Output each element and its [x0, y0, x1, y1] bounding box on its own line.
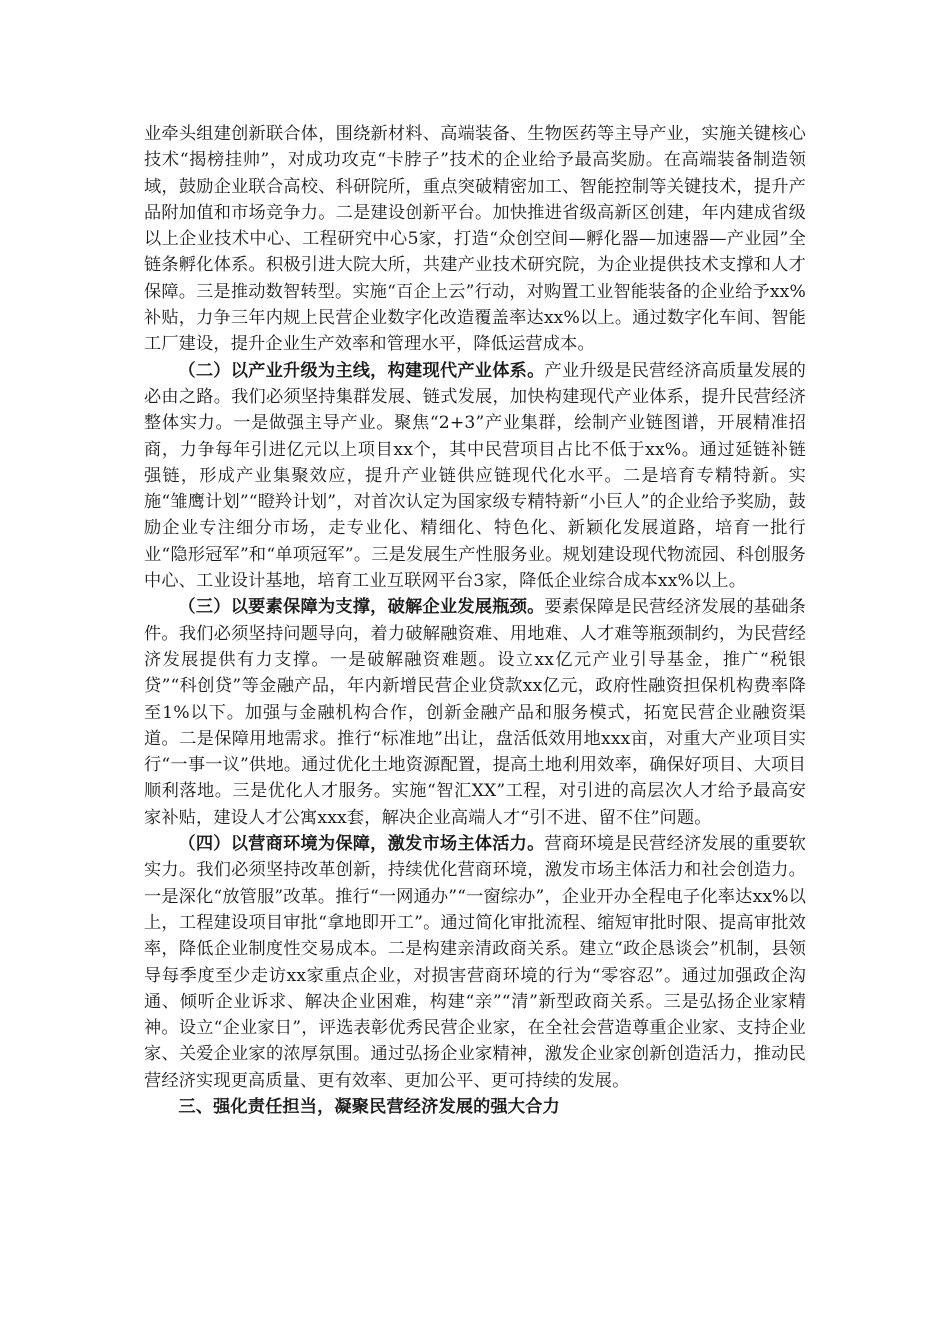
document-page [144, 121, 806, 1120]
paragraph-lead-heading: （四）以营商环境为保障，激发市场主体活力。 [178, 834, 545, 855]
paragraph-innovation-continued [144, 121, 806, 358]
paragraph-body: 要素保障是民营经济发展的基础条件。我们必须坚持问题导向，着力破解融资难、用地难、人才难等瓶颈制约，为民营经济发展提供有力支撑。一是破解融资难题。设立xx亿元产业引导基金，推广“税银贷”“科创贷”等金融产品，年内新增民营企业贷款xx亿元，政府性融资担保机构费率降至1%以下。加强与金融机构合作，创新金融产品和服务模式，拓宽民营企业融资渠道。二是保障用地需求。推行“标准地”出让，盘活低效用地xxx亩，对重大产业项目实行“一事一议”供地。通过优化土地资源配置，提高土地利用效率，确保好项目、大项目顺利落地。三是优化人才服务。实施“智汇XX”工程，对引进的高层次人才给予最高安家补贴，建设人才公寓xxx套，解决企业高端人才“引不进、留不住”问题。 [144, 597, 806, 828]
paragraph-factor-guarantee [144, 594, 806, 831]
section-heading: 三、强化责任担当，凝聚民营经济发展的强大合力 [178, 1096, 560, 1117]
paragraph-industry-upgrade [144, 358, 806, 595]
paragraph-business-environment [144, 831, 806, 1094]
paragraph-body: 产业升级是民营经济高质量发展的必由之路。我们必须坚持集群发展、链式发展，加快构建现代产业体系，提升民营经济整体实力。一是做强主导产业。聚焦“2+3”产业集群，绘制产业链图谱，开展精准招商，力争每年引进亿元以上项目xx个，其中民营项目占比不低于xx%。通过延链补链强链，形成产业集聚效应，提升产业链供应链现代化水平。二是培育专精特新。实施“雏鹰计划”“瞪羚计划”，对首次认定为国家级专精特新“小巨人”的企业给予奖励，鼓励企业专注细分市场，走专业化、精细化、特色化、新颖化发展道路，培育一批行业“隐形冠军”和“单项冠军”。三是发展生产性服务业。规划建设现代物流园、科创服务中心、工业设计基地，培育工业互联网平台3家，降低企业综合成本xx%以上。 [144, 360, 806, 592]
paragraph-lead-heading: （二）以产业升级为主线，构建现代产业体系。 [178, 360, 545, 381]
paragraph-body: 营商环境是民营经济发展的重要软实力。我们必须坚持改革创新，持续优化营商环境，激发市场主体活力和社会创造力。一是深化“放管服”改革。推行“一网通办”“一窗综办”，企业开办全程电子化率达xx%以上，工程建设项目审批“拿地即开工”。通过简化审批流程、缩短审批时限、提高审批效率，降低企业制度性交易成本。二是构建亲清政商关系。建立“政企恳谈会”机制，县领导每季度至少走访xx家重点企业，对损害营商环境的行为“零容忍”。通过加强政企沟通、倾听企业诉求、解决企业困难，构建“亲”“清”新型政商关系。三是弘扬企业家精神。设立“企业家日”，评选表彰优秀民营企业家，在全社会营造尊重企业家、支持企业家、关爱企业家的浓厚氛围。通过弘扬企业家精神，激发企业家创新创造活力，推动民营经济实现更高质量、更有效率、更加公平、更可持续的发展。 [144, 834, 806, 1091]
paragraph-lead-heading: （三）以要素保障为支撑，破解企业发展瓶颈。 [178, 597, 545, 618]
paragraph-body: 业牵头组建创新联合体，围绕新材料、高端装备、生物医药等主导产业，实施关键核心技术“揭榜挂帅”，对成功攻克“卡脖子”技术的企业给予最高奖励。在高端装备制造领域，鼓励企业联合高校、科研院所，重点突破精密加工、智能控制等关键技术，提升产品附加值和市场竞争力。二是建设创新平台。加快推进省级高新区创建，年内建成省级以上企业技术中心、工程研究中心5家，打造“众创空间—孵化器—加速器—产业园”全链条孵化体系。积极引进大院大所，共建产业技术研究院，为企业提供技术支撑和人才保障。三是推动数智转型。实施“百企上云”行动，对购置工业智能装备的企业给予xx%补贴，力争三年内规上民营企业数字化改造覆盖率达xx%以上。通过数字化车间、智能工厂建设，提升企业生产效率和管理水平，降低运营成本。 [144, 124, 806, 355]
